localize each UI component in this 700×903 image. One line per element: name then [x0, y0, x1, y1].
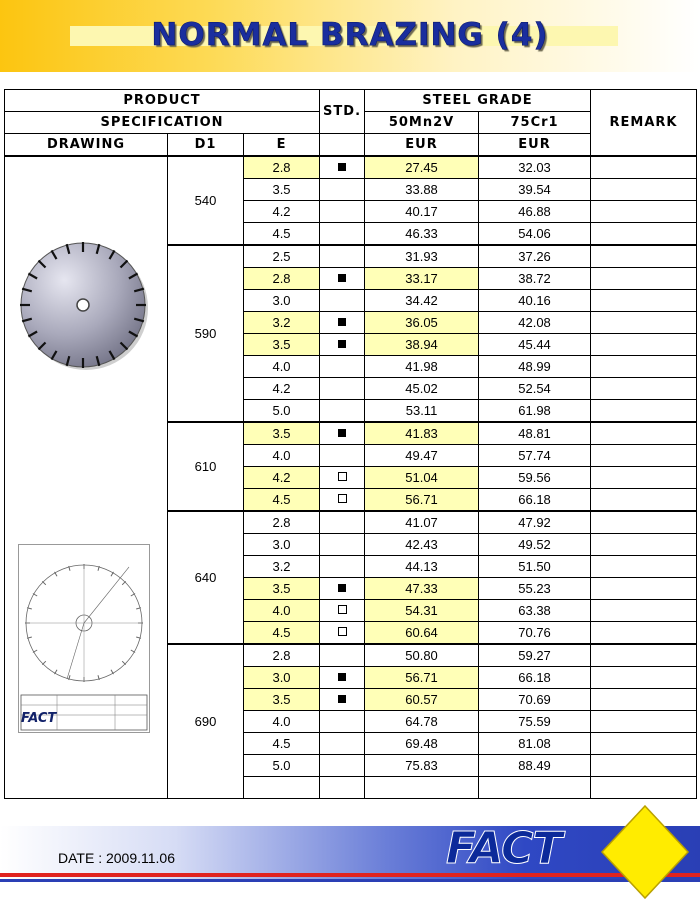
filled-square-icon [338, 318, 346, 326]
price-75cr1-cell [479, 777, 591, 799]
header-d1: D1 [168, 134, 244, 157]
open-square-icon [338, 472, 347, 481]
e-cell: 2.8 [244, 156, 320, 179]
remark-cell [591, 422, 697, 445]
std-cell [320, 400, 365, 423]
price-75cr1-cell: 51.50 [479, 556, 591, 578]
remark-cell [591, 223, 697, 246]
drawing-cell [5, 156, 168, 799]
footer-blue-stripe [0, 879, 700, 882]
header-product: PRODUCT [5, 90, 320, 112]
std-cell [320, 755, 365, 777]
e-cell: 4.5 [244, 489, 320, 512]
d1-cell: 690 [168, 644, 244, 799]
price-50mn2v-cell: 34.42 [365, 290, 479, 312]
price-75cr1-cell: 45.44 [479, 334, 591, 356]
remark-cell [591, 733, 697, 755]
remark-cell [591, 711, 697, 733]
remark-cell [591, 578, 697, 600]
remark-cell [591, 489, 697, 512]
price-50mn2v-cell: 60.64 [365, 622, 479, 645]
table-row [5, 156, 697, 179]
e-cell: 3.0 [244, 667, 320, 689]
price-75cr1-cell: 46.88 [479, 201, 591, 223]
header-drawing: DRAWING [5, 134, 168, 157]
std-cell [320, 578, 365, 600]
price-50mn2v-cell: 40.17 [365, 201, 479, 223]
filled-square-icon [338, 340, 346, 348]
e-cell: 2.8 [244, 268, 320, 290]
remark-cell [591, 667, 697, 689]
e-cell: 2.8 [244, 511, 320, 534]
e-cell [244, 777, 320, 799]
std-cell [320, 378, 365, 400]
price-50mn2v-cell: 27.45 [365, 156, 479, 179]
d1-cell: 540 [168, 156, 244, 245]
price-50mn2v-cell: 42.43 [365, 534, 479, 556]
price-75cr1-cell: 47.92 [479, 511, 591, 534]
price-75cr1-cell: 37.26 [479, 245, 591, 268]
header-std: STD. [320, 90, 365, 134]
price-50mn2v-cell: 41.83 [365, 422, 479, 445]
price-75cr1-cell: 75.59 [479, 711, 591, 733]
header-steel-grade: STEEL GRADE [365, 90, 591, 112]
remark-cell [591, 201, 697, 223]
std-cell [320, 223, 365, 246]
std-cell [320, 312, 365, 334]
std-cell [320, 445, 365, 467]
drawing-fact-logo: FACT [21, 711, 57, 726]
price-75cr1-cell: 49.52 [479, 534, 591, 556]
std-cell [320, 334, 365, 356]
e-cell: 3.2 [244, 312, 320, 334]
remark-cell [591, 689, 697, 711]
e-cell: 3.5 [244, 689, 320, 711]
price-50mn2v-cell: 45.02 [365, 378, 479, 400]
price-50mn2v-cell: 44.13 [365, 556, 479, 578]
std-cell [320, 290, 365, 312]
remark-cell [591, 445, 697, 467]
price-50mn2v-cell: 41.07 [365, 511, 479, 534]
remark-cell [591, 755, 697, 777]
e-cell: 4.2 [244, 378, 320, 400]
header-grade-75cr1: 75Cr1 [479, 112, 591, 134]
price-75cr1-cell: 48.81 [479, 422, 591, 445]
header-e: E [244, 134, 320, 157]
technical-drawing [18, 544, 150, 733]
filled-square-icon [338, 274, 346, 282]
price-75cr1-cell: 61.98 [479, 400, 591, 423]
price-75cr1-cell: 70.69 [479, 689, 591, 711]
remark-cell [591, 400, 697, 423]
price-50mn2v-cell: 47.33 [365, 578, 479, 600]
std-cell [320, 511, 365, 534]
d1-cell: 610 [168, 422, 244, 511]
header-row-1 [5, 90, 697, 112]
price-50mn2v-cell: 49.47 [365, 445, 479, 467]
e-cell: 5.0 [244, 755, 320, 777]
std-cell [320, 711, 365, 733]
price-75cr1-cell: 38.72 [479, 268, 591, 290]
e-cell: 4.0 [244, 711, 320, 733]
header-currency-2: EUR [479, 134, 591, 157]
e-cell: 5.0 [244, 400, 320, 423]
price-75cr1-cell: 81.08 [479, 733, 591, 755]
remark-cell [591, 356, 697, 378]
yellow-diamond-logo [600, 804, 690, 900]
price-75cr1-cell: 54.06 [479, 223, 591, 246]
header-currency-1: EUR [365, 134, 479, 157]
price-75cr1-cell: 48.99 [479, 356, 591, 378]
price-75cr1-cell: 39.54 [479, 179, 591, 201]
e-cell: 4.0 [244, 600, 320, 622]
price-50mn2v-cell: 33.88 [365, 179, 479, 201]
std-cell [320, 245, 365, 268]
e-cell: 3.5 [244, 334, 320, 356]
price-75cr1-cell: 55.23 [479, 578, 591, 600]
std-cell [320, 422, 365, 445]
std-cell [320, 733, 365, 755]
price-50mn2v-cell: 75.83 [365, 755, 479, 777]
remark-cell [591, 534, 697, 556]
e-cell: 2.5 [244, 245, 320, 268]
filled-square-icon [338, 584, 346, 592]
remark-cell [591, 467, 697, 489]
price-50mn2v-cell: 31.93 [365, 245, 479, 268]
remark-cell [591, 777, 697, 799]
filled-square-icon [338, 673, 346, 681]
remark-cell [591, 179, 697, 201]
remark-cell [591, 268, 697, 290]
price-50mn2v-cell: 56.71 [365, 667, 479, 689]
header-std-blank [320, 134, 365, 157]
saw-blade-image [18, 240, 152, 374]
price-75cr1-cell: 42.08 [479, 312, 591, 334]
price-75cr1-cell: 66.18 [479, 667, 591, 689]
price-75cr1-cell: 88.49 [479, 755, 591, 777]
header-remark: REMARK [591, 90, 697, 157]
price-50mn2v-cell: 38.94 [365, 334, 479, 356]
date-label: DATE : 2009.11.06 [58, 850, 175, 866]
price-50mn2v-cell: 69.48 [365, 733, 479, 755]
std-cell [320, 777, 365, 799]
filled-square-icon [338, 429, 346, 437]
price-50mn2v-cell: 56.71 [365, 489, 479, 512]
std-cell [320, 689, 365, 711]
price-50mn2v-cell: 53.11 [365, 400, 479, 423]
e-cell: 4.2 [244, 201, 320, 223]
std-cell [320, 156, 365, 179]
remark-cell [591, 622, 697, 645]
e-cell: 4.0 [244, 356, 320, 378]
filled-square-icon [338, 163, 346, 171]
price-50mn2v-cell: 54.31 [365, 600, 479, 622]
price-75cr1-cell: 32.03 [479, 156, 591, 179]
page-title: NORMAL BRAZING (4) [151, 17, 549, 53]
price-75cr1-cell: 40.16 [479, 290, 591, 312]
header-specification: SPECIFICATION [5, 112, 320, 134]
price-75cr1-cell: 52.54 [479, 378, 591, 400]
e-cell: 4.0 [244, 445, 320, 467]
e-cell: 3.2 [244, 556, 320, 578]
open-square-icon [338, 627, 347, 636]
price-50mn2v-cell: 36.05 [365, 312, 479, 334]
std-cell [320, 644, 365, 667]
d1-cell: 590 [168, 245, 244, 422]
price-50mn2v-cell: 33.17 [365, 268, 479, 290]
remark-cell [591, 290, 697, 312]
e-cell: 2.8 [244, 644, 320, 667]
price-75cr1-cell: 63.38 [479, 600, 591, 622]
d1-cell: 640 [168, 511, 244, 644]
remark-cell [591, 556, 697, 578]
fact-logo: FACT [446, 823, 562, 874]
filled-square-icon [338, 695, 346, 703]
std-cell [320, 489, 365, 512]
price-75cr1-cell: 57.74 [479, 445, 591, 467]
remark-cell [591, 245, 697, 268]
footer-red-stripe [0, 873, 700, 877]
price-50mn2v-cell: 51.04 [365, 467, 479, 489]
price-50mn2v-cell [365, 777, 479, 799]
price-75cr1-cell: 59.56 [479, 467, 591, 489]
std-cell [320, 356, 365, 378]
std-cell [320, 622, 365, 645]
std-cell [320, 534, 365, 556]
remark-cell [591, 644, 697, 667]
header-grade-50mn2v: 50Mn2V [365, 112, 479, 134]
remark-cell [591, 156, 697, 179]
open-square-icon [338, 605, 347, 614]
price-50mn2v-cell: 41.98 [365, 356, 479, 378]
std-cell [320, 600, 365, 622]
price-50mn2v-cell: 64.78 [365, 711, 479, 733]
remark-cell [591, 511, 697, 534]
e-cell: 3.0 [244, 290, 320, 312]
price-75cr1-cell: 59.27 [479, 644, 591, 667]
e-cell: 4.5 [244, 733, 320, 755]
e-cell: 3.5 [244, 179, 320, 201]
e-cell: 4.5 [244, 622, 320, 645]
remark-cell [591, 312, 697, 334]
e-cell: 4.5 [244, 223, 320, 246]
price-50mn2v-cell: 60.57 [365, 689, 479, 711]
e-cell: 3.5 [244, 422, 320, 445]
e-cell: 3.0 [244, 534, 320, 556]
remark-cell [591, 378, 697, 400]
std-cell [320, 467, 365, 489]
std-cell [320, 667, 365, 689]
open-square-icon [338, 494, 347, 503]
price-75cr1-cell: 70.76 [479, 622, 591, 645]
remark-cell [591, 334, 697, 356]
price-50mn2v-cell: 46.33 [365, 223, 479, 246]
e-cell: 3.5 [244, 578, 320, 600]
remark-cell [591, 600, 697, 622]
price-table [4, 89, 697, 799]
e-cell: 4.2 [244, 467, 320, 489]
price-75cr1-cell: 66.18 [479, 489, 591, 512]
std-cell [320, 201, 365, 223]
std-cell [320, 556, 365, 578]
price-50mn2v-cell: 50.80 [365, 644, 479, 667]
std-cell [320, 268, 365, 290]
std-cell [320, 179, 365, 201]
